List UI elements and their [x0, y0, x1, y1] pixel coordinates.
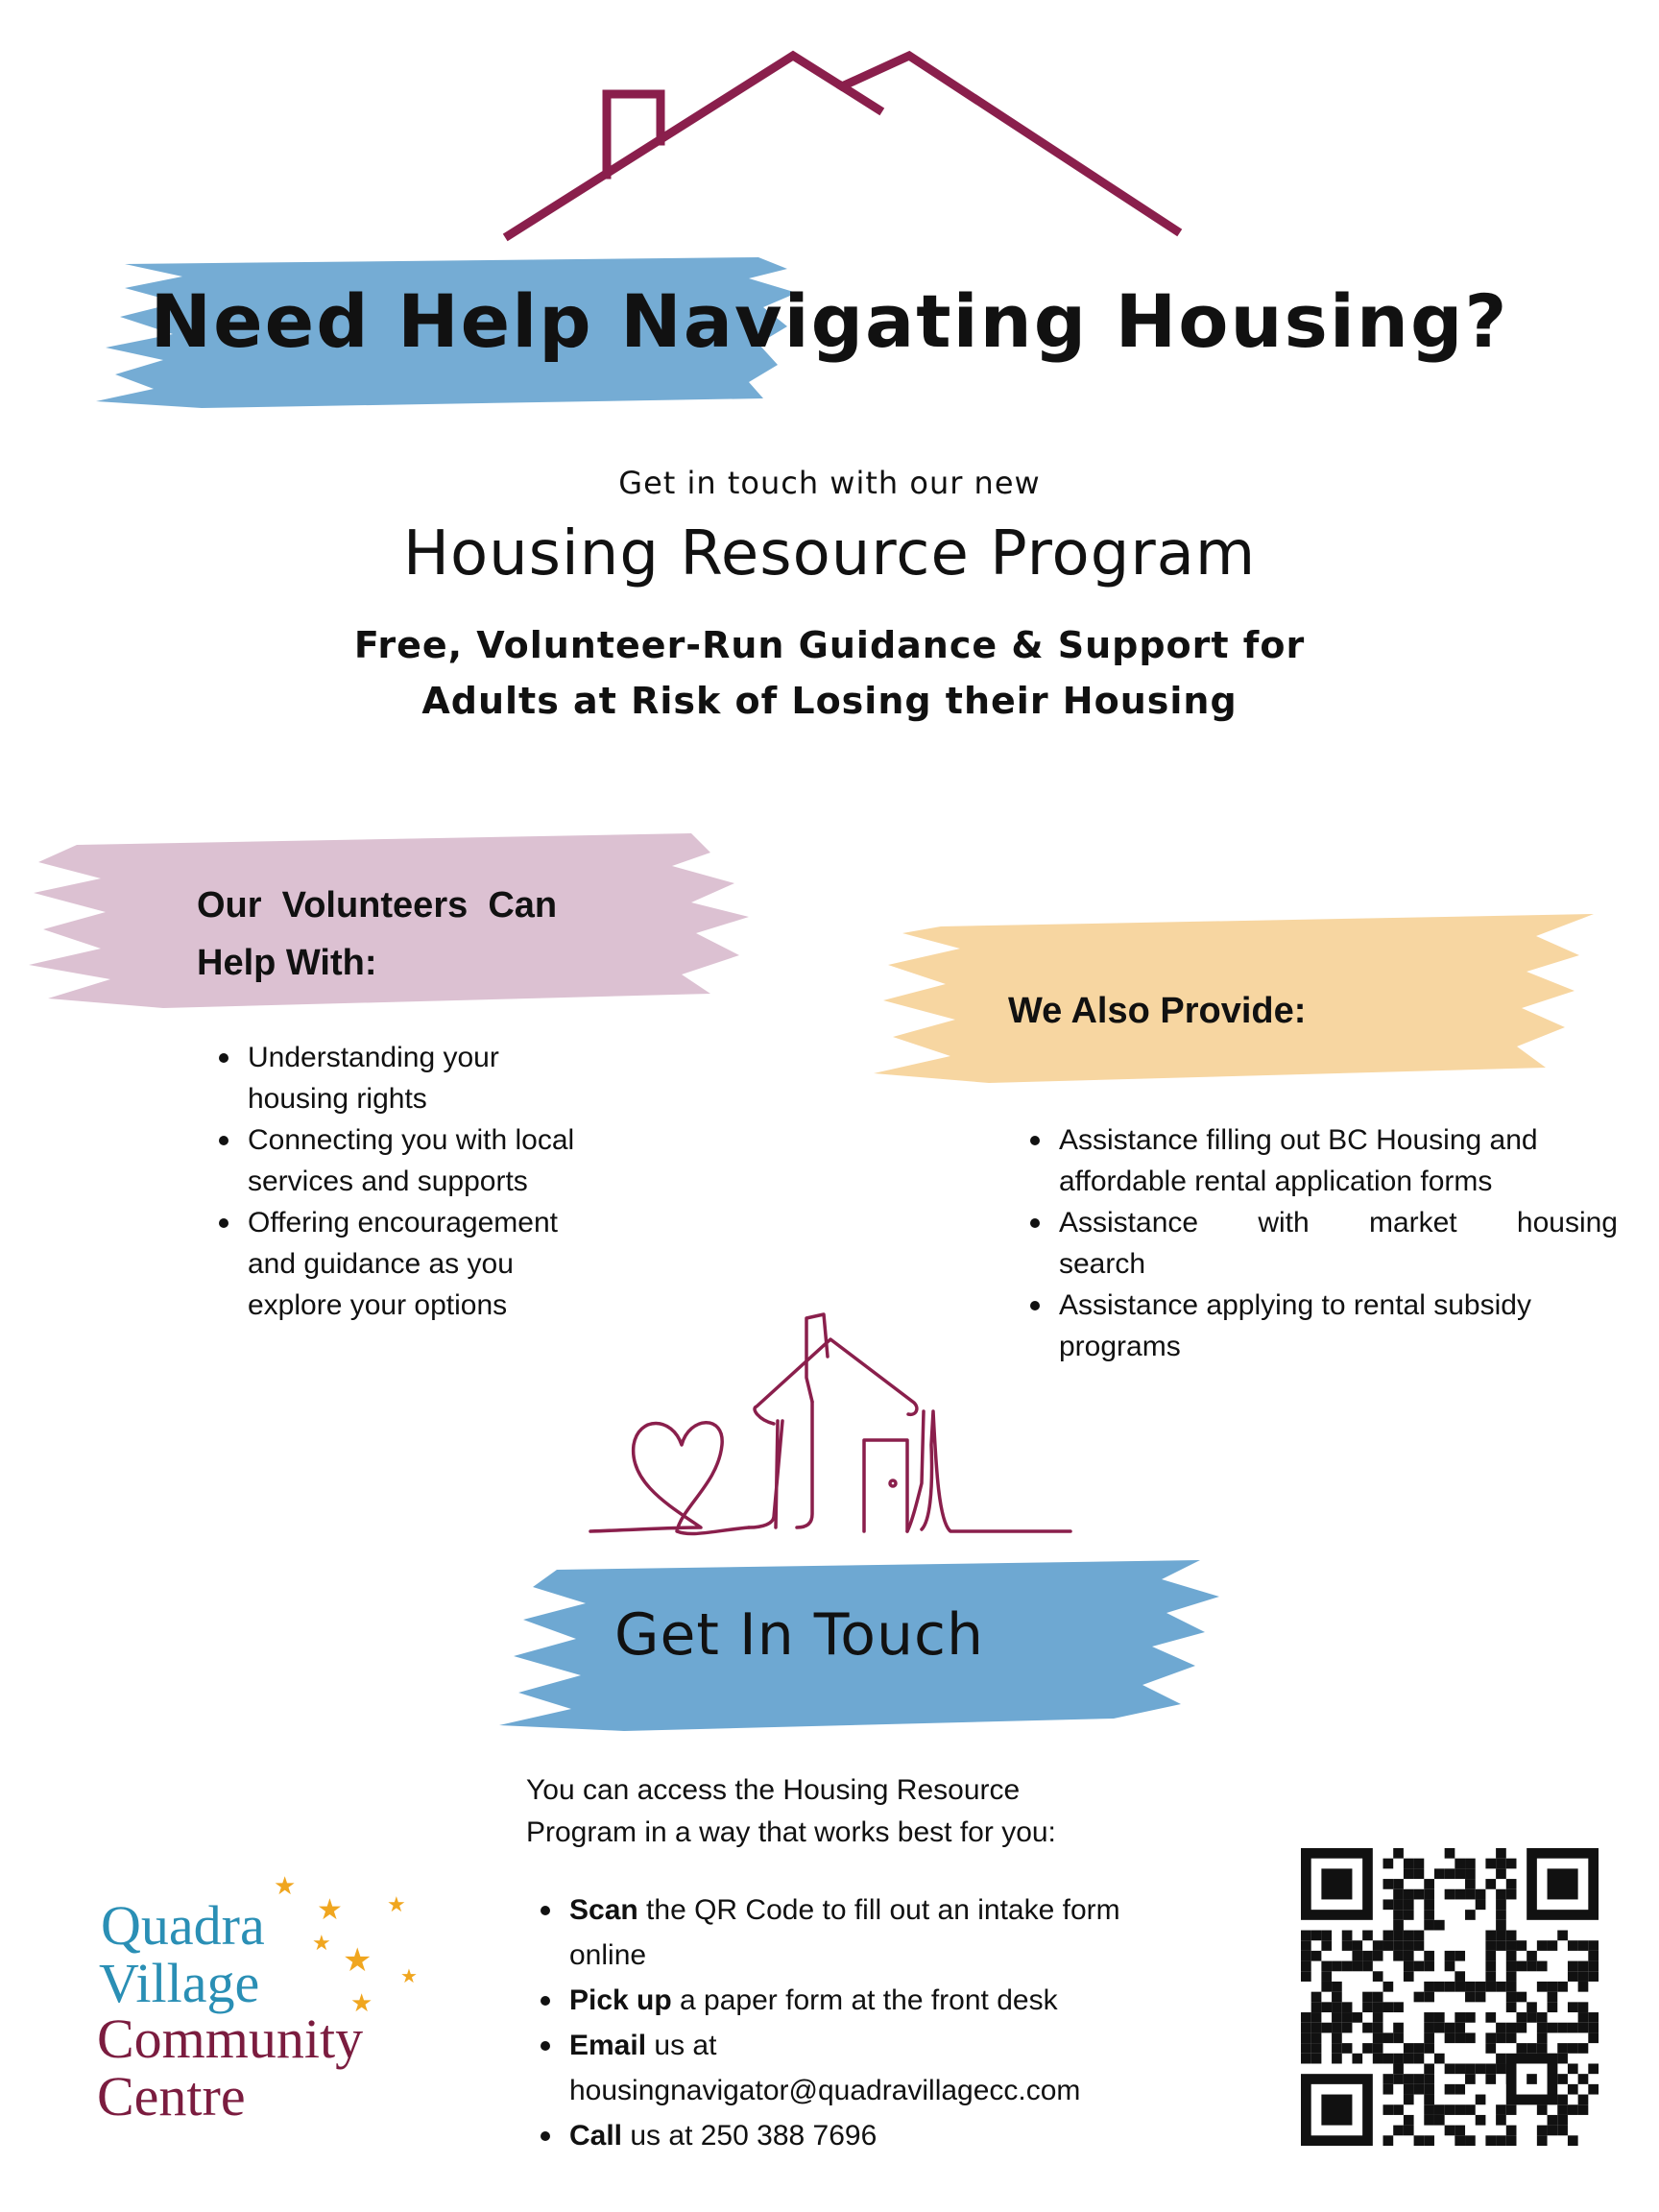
- star-icon: ★: [387, 1893, 406, 1917]
- tagline-line1: Free, Volunteer-Run Guidance & Support for: [353, 624, 1306, 666]
- list-item: Assistance with market housing search: [1022, 1202, 1618, 1285]
- contact-heading: Get In Touch: [614, 1601, 985, 1669]
- program-name: Housing Resource Program: [402, 518, 1257, 589]
- logo-line1: Quadra: [101, 1894, 265, 1957]
- page-title: Need Help Navigating Housing?: [150, 278, 1509, 364]
- star-icon: ★: [317, 1893, 343, 1927]
- house-roof-icon: [499, 48, 1190, 250]
- volunteers-heading-line2: Help With:: [197, 943, 377, 983]
- qr-code-icon[interactable]: [1301, 1848, 1599, 2146]
- star-icon: ★: [312, 1932, 331, 1956]
- list-item: Call us at 250 388 7696: [533, 2113, 1243, 2158]
- logo-line2: Village: [99, 1952, 260, 2014]
- logo-line4: Centre: [97, 2065, 246, 2128]
- list-item: Email us at housingnavigator@quadravillagecc.com: [533, 2023, 1243, 2113]
- contact-intro-line1: You can access the Housing Resource: [526, 1774, 1021, 1806]
- email-link[interactable]: housingnavigator@quadravillagecc.com: [569, 2075, 1081, 2106]
- provide-heading: We Also Provide:: [1008, 991, 1307, 1031]
- list-item: Assistance filling out BC Housing and affordable rental application forms: [1022, 1119, 1618, 1202]
- list-item: Pick up a paper form at the front desk: [533, 1978, 1243, 2023]
- volunteers-heading-line1: Our Volunteers Can: [197, 885, 558, 926]
- contact-intro-line2: Program in a way that works best for you:: [526, 1816, 1056, 1848]
- star-icon: ★: [400, 1964, 418, 1987]
- logo-line3: Community: [97, 2008, 364, 2070]
- list-item: Connecting you with local services and supports: [211, 1119, 662, 1202]
- star-icon: ★: [343, 1941, 373, 1980]
- star-icon: ★: [274, 1872, 297, 1901]
- contact-list: [533, 1887, 1243, 2158]
- heart-house-line-icon: [586, 1301, 1075, 1551]
- star-icon: ★: [350, 1989, 373, 2018]
- list-item: Understanding your housing rights: [211, 1037, 662, 1119]
- provide-list: [1022, 1119, 1618, 1367]
- volunteers-list: [211, 1037, 662, 1326]
- intro-text: Get in touch with our new: [618, 465, 1041, 501]
- list-item: Assistance applying to rental subsidy programs: [1022, 1285, 1618, 1367]
- logo: [91, 1872, 437, 2141]
- tagline-line2: Adults at Risk of Losing their Housing: [421, 680, 1238, 722]
- list-item: Offering encouragement and guidance as you explore your options: [211, 1202, 662, 1326]
- list-item: Scan the QR Code to fill out an intake form online: [533, 1887, 1243, 1978]
